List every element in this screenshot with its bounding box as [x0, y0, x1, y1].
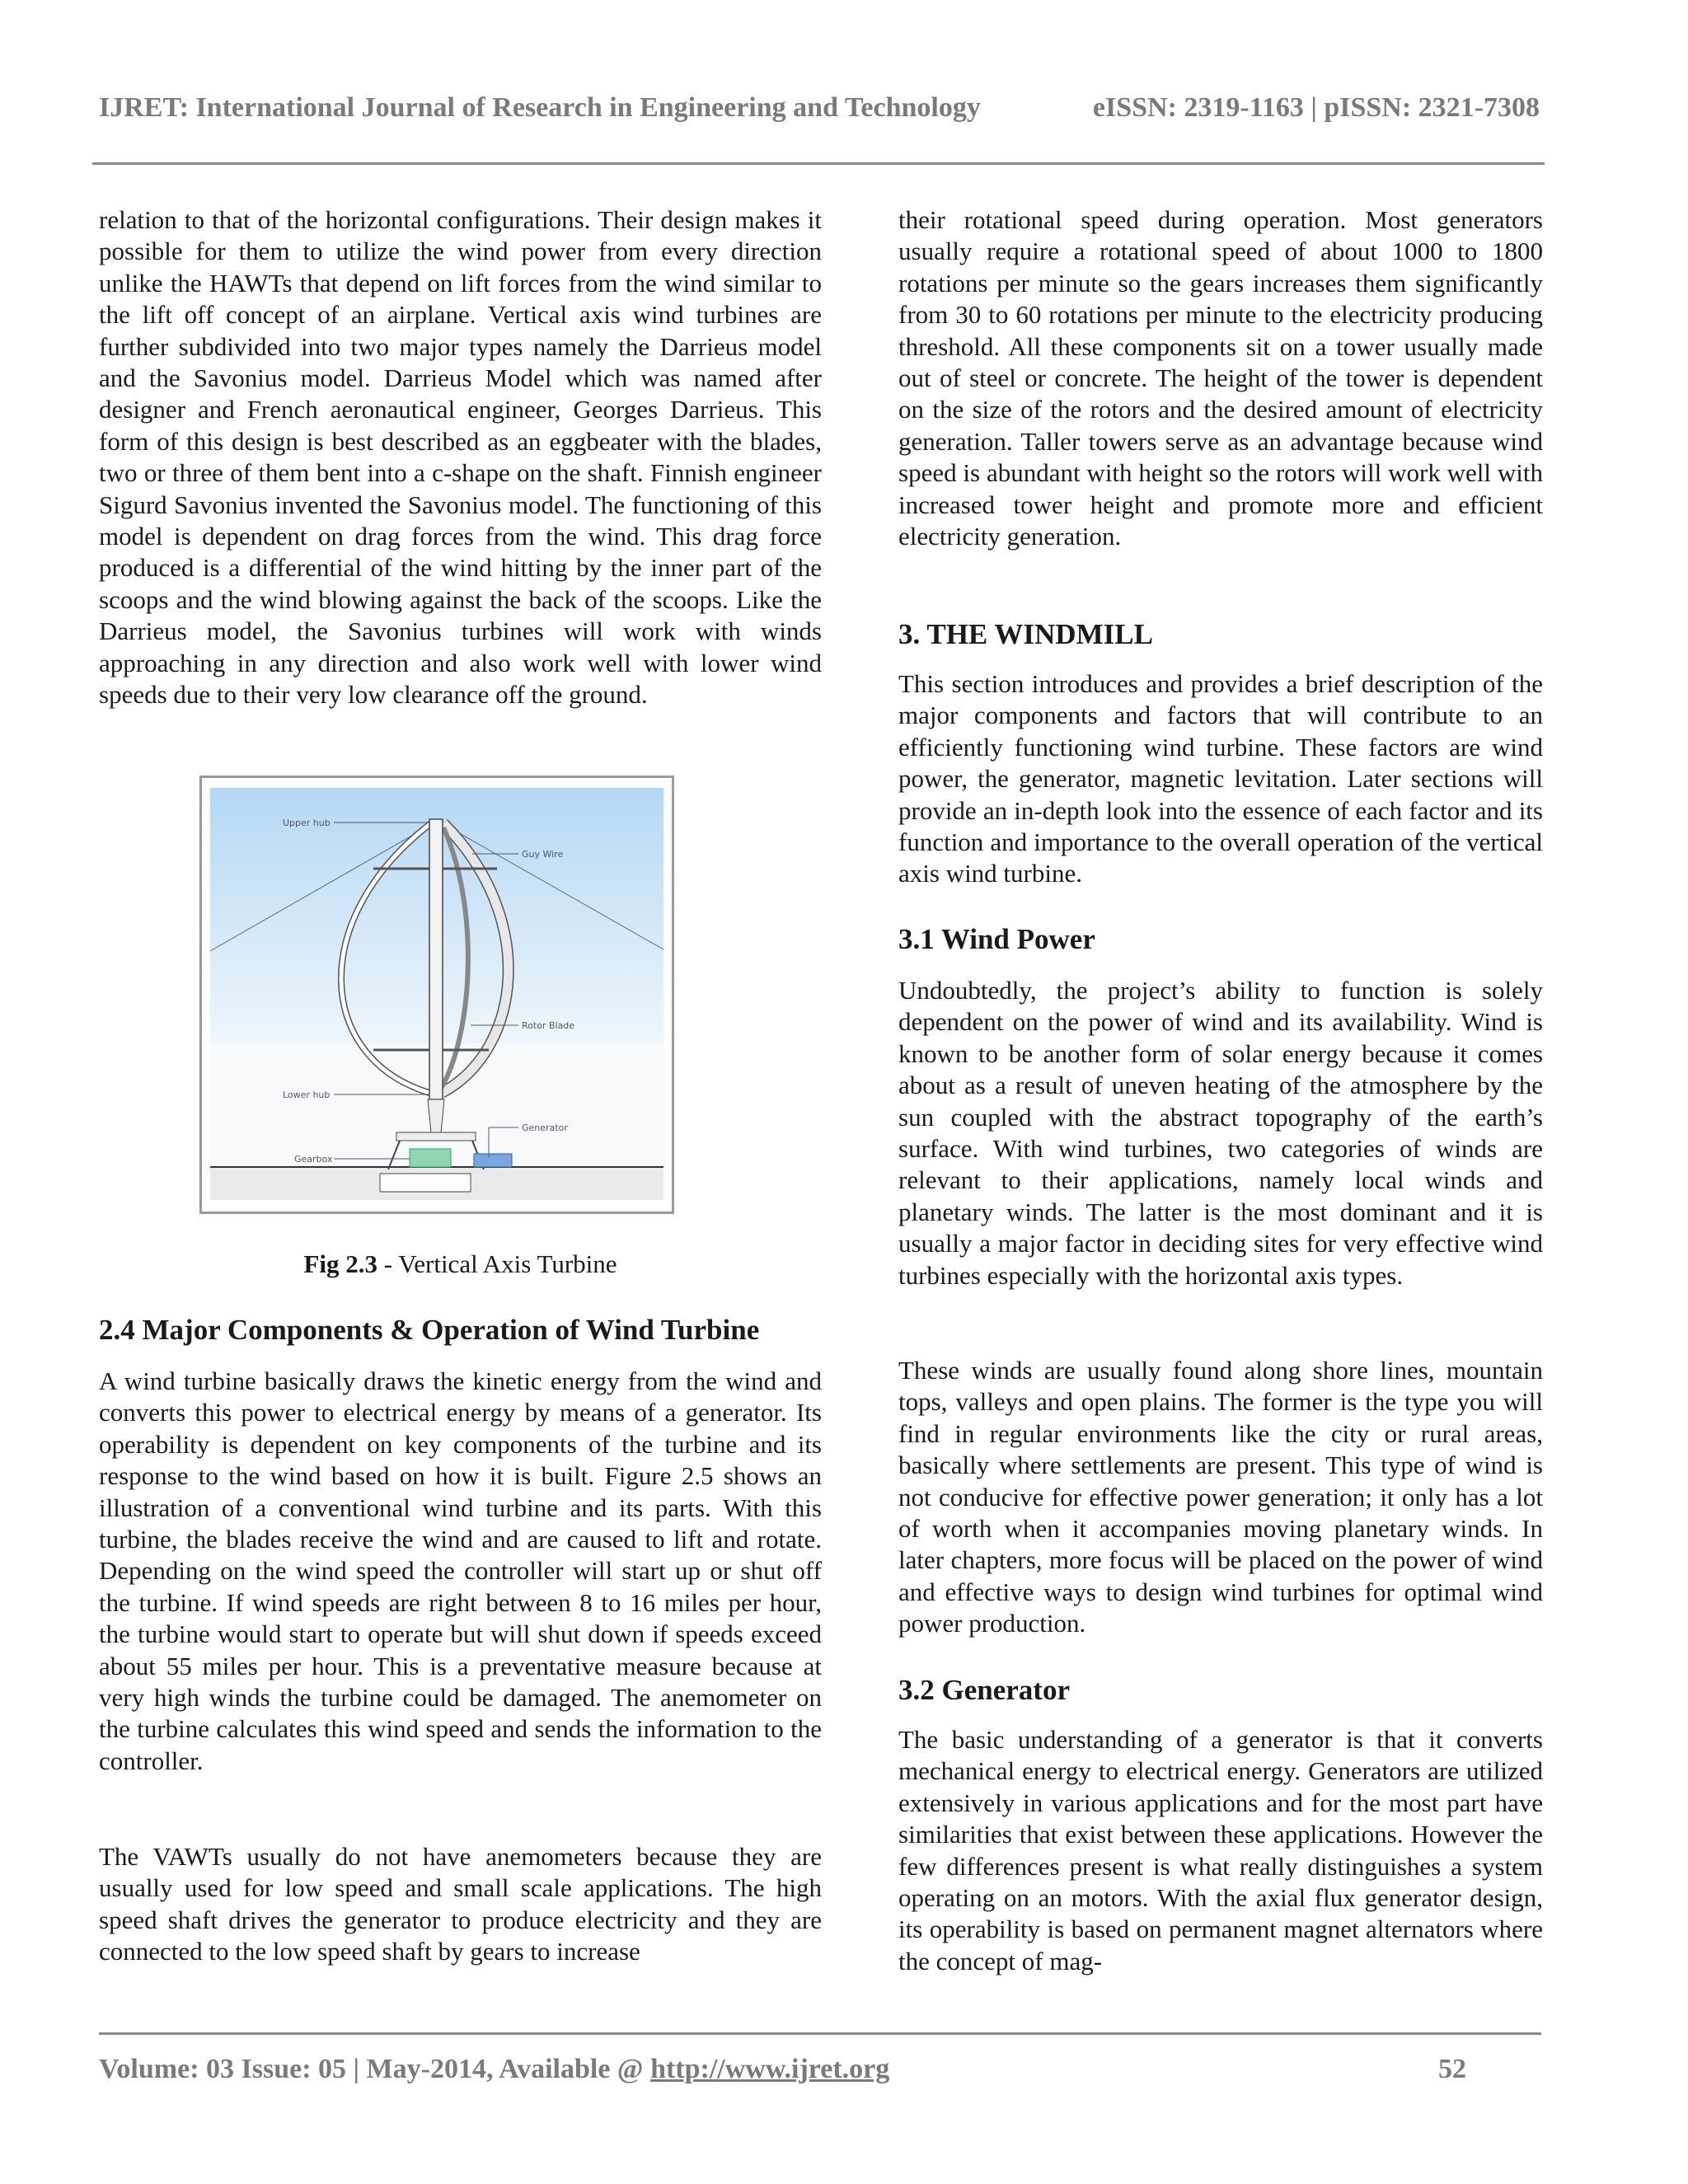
paragraph: These winds are usually found along shore lines, mountain tops, valleys and open plains. The former is the type you will find in regular environments like the city or rural areas, basically where settlements are present. This type of wind is not conducive for effective power generation; it only has a lot of worth when it accompanies moving planetary winds. In later chapters, more focus will be placed on the power of wind and effective ways to design wind turbines for optimal wind power production. — [898, 1356, 1543, 1638]
figure-vertical-axis-turbine — [199, 776, 674, 1214]
label-lower-hub: Lower hub — [283, 1090, 331, 1100]
label-rotor-blade: Rotor Blade — [522, 1020, 575, 1031]
paragraph: A wind turbine basically draws the kinetic energy from the wind and converts this power to electrical energy by means of a generator. Its operability is dependent on key components of the turbine and its response to the wind based on how it is built. Figure 2.5 shows an illustration of a conventional wind turbine and its parts. With this turbine, the blades receive the wind and are caused to lift and rotate. Depending on the wind speed the controller will start up or shut off the turbine. If wind speeds are right between 8 to 16 miles per hour, the turbine would start to operate but will shut down if speeds exceed about 55 miles per hour. This is a preventative measure because at very high winds the turbine could be damaged. The anemometer on the turbine calculates this wind speed and sends the information to the controller. — [99, 1366, 822, 1775]
paragraph: their rotational speed during operation. Most generators usually require a rotational speed of about 1000 to 1800 rotations per minute so the gears increases them significantly from 30 to 60 rotations per minute to the electricity producing threshold. All these components sit on a tower usually made out of steel or concrete. The height of the tower is dependent on the size of the rotors and the desired amount of electricity generation. Taller towers serve as an advantage because wind speed is abundant with height so the rotors will work well with increased tower height and promote more and efficient electricity generation. — [898, 205, 1543, 551]
paragraph: The basic understanding of a generator is that it converts mechanical energy to electrical energy. Generators are utilized extensively in various applications and for the most part have similarities that exist between these applications. However the few differences present is what really distinguishes a system operating on an motors. With the axial flux generator design, its operability is based on permanent magnet alternators where the concept of mag- — [898, 1725, 1543, 1975]
footer-link[interactable]: http://www.ijret.org — [650, 2054, 890, 2084]
page-number: 52 — [1438, 2054, 1466, 2084]
header-rule — [92, 162, 1545, 165]
label-upper-hub: Upper hub — [283, 818, 331, 828]
footer-citation — [99, 2054, 889, 2085]
paragraph: The VAWTs usually do not have anemometers because they are usually used for low speed and small scale applications. The high speed shaft drives the generator to produce electricity and they are connected to the low speed shaft by gears to increase — [99, 1842, 822, 1966]
label-generator: Generator — [522, 1122, 568, 1133]
figure-caption-label: Fig 2.3 — [303, 1249, 378, 1278]
footer-rule — [99, 2032, 1541, 2035]
section-heading: 3. THE WINDMILL — [898, 618, 1153, 650]
figure-caption — [99, 1249, 822, 1279]
figure-caption-text: - Vertical Axis Turbine — [377, 1249, 617, 1278]
turbine-diagram — [209, 786, 667, 1207]
paragraph: This section introduces and provides a brief description of the major components and factors that will contribute to an efficiently functioning wind turbine. These factors are wind power, the generator, magnetic levitation. Later sections will provide an in-depth look into the essence of each factor and its function and importance to the overall operation of the vertical axis wind turbine. — [898, 669, 1543, 888]
label-guy-wire: Guy Wire — [522, 849, 564, 860]
section-heading: 3.1 Wind Power — [898, 923, 1095, 955]
issn: eISSN: 2319-1163 | pISSN: 2321-7308 — [1092, 92, 1540, 123]
footer-volume: Volume: 03 Issue: 05 | May-2014, Available @ — [99, 2054, 651, 2084]
paragraph: relation to that of the horizontal configurations. Their design makes it possible for them to utilize the wind power from every direction unlike the HAWTs that depend on lift forces from the wind similar to the lift off concept of an airplane. Vertical axis wind turbines are further subdivided into two major types namely the Darrieus model and the Savonius model. Darrieus Model which was named after designer and French aeronautical engineer, Georges Darrieus. This form of this design is best described as an eggbeater with the blades, two or three of them bent into a c-shape on the shaft. Finnish engineer Sigurd Savonius invented the Savonius model. The functioning of this model is dependent on drag forces from the wind. This drag force produced is a differential of the wind hitting by the inner part of the scoops and the wind blowing against the back of the scoops. Like the Darrieus model, the Savonius turbines will work with winds approaching in any direction and also work well with lower wind speeds due to their very low clearance off the ground. — [99, 205, 822, 710]
section-heading: 2.4 Major Components & Operation of Wind Turbine — [99, 1314, 760, 1346]
section-heading: 3.2 Generator — [898, 1674, 1070, 1706]
label-gearbox: Gearbox — [294, 1154, 333, 1165]
journal-title: IJRET: International Journal of Research in Engineering and Technology — [99, 92, 981, 123]
paragraph: Undoubtedly, the project’s ability to function is solely dependent on the power of wind and its availability. Wind is known to be another form of solar energy because it comes about as a result of uneven heating of the atmosphere by the sun coupled with the abstract topography of the earth’s surface. With wind turbines, two categories of winds are relevant to their applications, namely local winds and planetary winds. The latter is the most dominant and it is usually a major factor in deciding sites for very effective wind turbines especially with the horizontal axis types. — [898, 976, 1543, 1290]
